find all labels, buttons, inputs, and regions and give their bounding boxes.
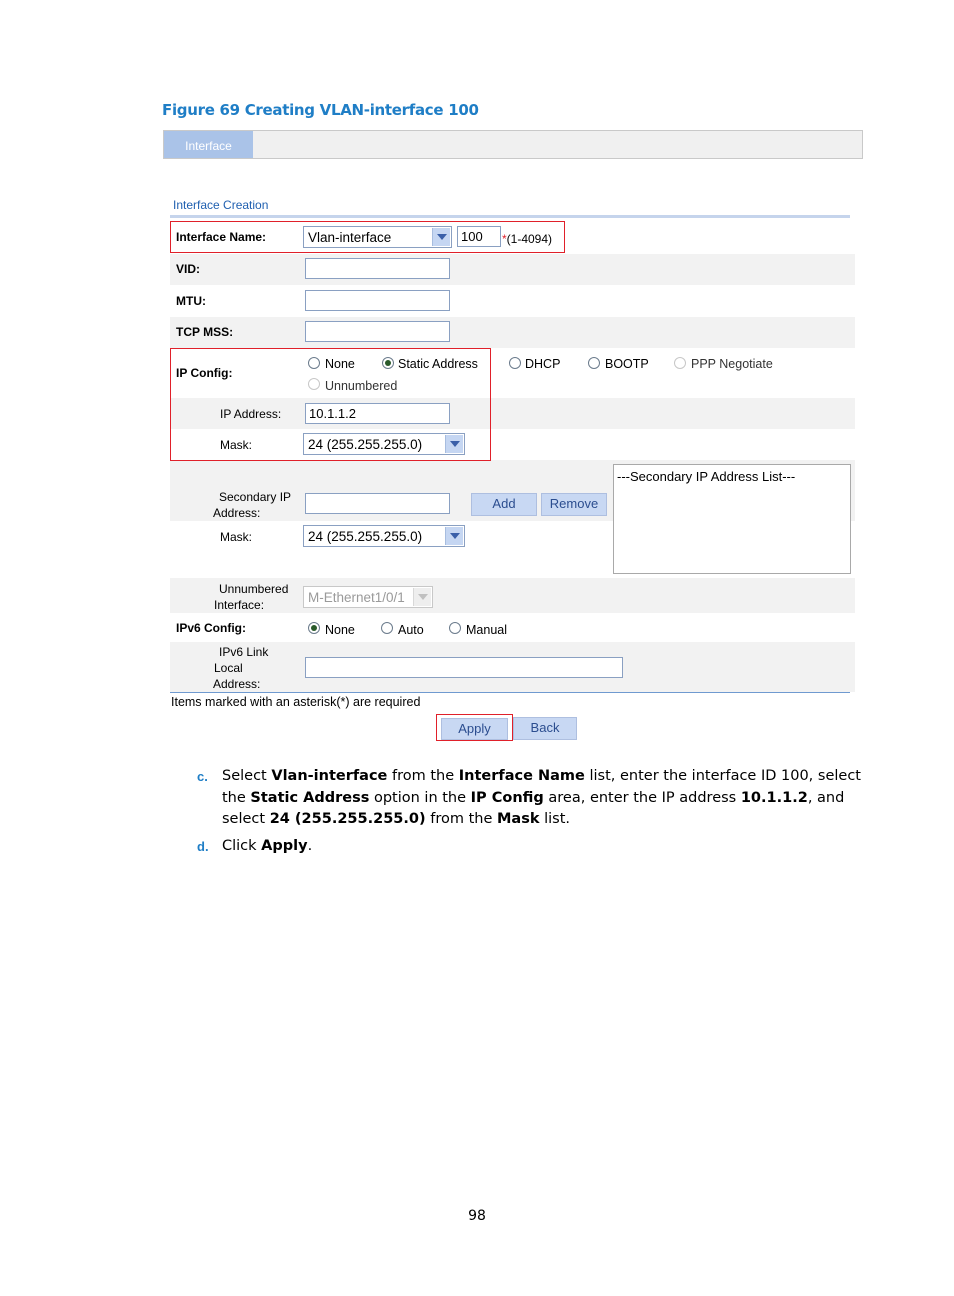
mtu-input[interactable] — [305, 290, 450, 311]
step-d-letter: d. — [197, 839, 209, 854]
step-bold-text: Vlan-interface — [271, 768, 388, 784]
secondary-ip-label-line1: Secondary IP — [219, 490, 292, 504]
add-button[interactable]: Add — [471, 493, 537, 516]
secondary-mask-label: Mask: — [220, 530, 253, 544]
mtu-label: MTU: — [176, 294, 206, 308]
step-c-letter: c. — [197, 769, 208, 784]
ipv6-auto-label: Auto — [398, 623, 424, 637]
secondary-ip-list-header: ---Secondary IP Address List--- — [617, 469, 796, 484]
ip-config-dhcp-radio[interactable] — [509, 357, 521, 369]
step-text: Click — [222, 838, 262, 854]
tcp-mss-label: TCP MSS: — [176, 325, 234, 339]
step-bold-text: 24 (255.255.255.0) — [269, 811, 426, 827]
ipv6-manual-label: Manual — [466, 623, 507, 637]
secondary-ip-label-line2: Address: — [213, 506, 261, 520]
step-text: from the — [425, 811, 497, 827]
step-text: list. — [539, 811, 570, 827]
step-bold-text: Interface Name — [458, 768, 585, 784]
required-star: * — [502, 232, 507, 246]
chevron-down-icon — [445, 527, 463, 545]
tab-bar — [163, 130, 863, 159]
highlight-interface-name — [170, 221, 565, 253]
secondary-mask-select[interactable] — [303, 525, 465, 547]
ip-config-bootp-radio[interactable] — [588, 357, 600, 369]
remove-button[interactable]: Remove — [541, 493, 607, 516]
secondary-ip-list[interactable] — [613, 464, 851, 574]
tab-interface[interactable]: Interface — [164, 131, 253, 158]
ip-config-dhcp-label: DHCP — [525, 357, 561, 371]
unnumbered-label-line1: Unnumbered — [219, 582, 289, 596]
step-d-text — [222, 836, 872, 858]
row-bg-vid — [170, 254, 855, 285]
form-bottom-divider — [170, 692, 850, 693]
ip-config-label: IP Config: — [176, 366, 233, 380]
interface-name-value: Vlan-interface — [308, 230, 392, 245]
vid-label: VID: — [176, 262, 200, 276]
ipv6-link-local-label-line3: Address: — [213, 677, 261, 691]
highlight-ip-config — [170, 348, 491, 461]
step-text: area, enter the IP address — [543, 789, 741, 806]
step-text: Select — [222, 768, 272, 784]
section-title: Interface Creation — [173, 198, 269, 212]
ipv6-link-local-input[interactable] — [305, 657, 623, 678]
ip-address-label: IP Address: — [220, 407, 282, 421]
section-divider — [170, 215, 850, 218]
ip-config-none-label: None — [325, 357, 355, 371]
ipv6-none-label: None — [325, 623, 355, 637]
chevron-down-icon — [413, 588, 431, 606]
ipv6-link-local-label-line1: IPv6 Link — [219, 645, 269, 659]
secondary-mask-value: 24 (255.255.255.0) — [308, 529, 423, 544]
ip-address-input[interactable]: 10.1.1.2 — [305, 403, 450, 424]
ip-config-ppp-radio[interactable] — [674, 357, 686, 369]
ipv6-auto-radio[interactable] — [381, 622, 393, 634]
step-c-text — [222, 766, 872, 831]
row-bg-tcp-mss — [170, 317, 855, 348]
interface-name-label: Interface Name: — [176, 230, 267, 244]
highlight-apply — [436, 714, 513, 741]
unnumbered-interface-select[interactable] — [303, 586, 433, 608]
required-note: Items marked with an asterisk(*) are required — [171, 695, 421, 709]
ip-config-bootp-label: BOOTP — [605, 357, 649, 371]
interface-id-input[interactable]: 100 — [457, 226, 501, 247]
mask-label: Mask: — [220, 438, 253, 452]
step-bold-text: Static Address — [250, 789, 370, 806]
page-number: 98 — [468, 1208, 486, 1224]
step-bold-text: Mask — [496, 811, 540, 827]
step-text: . — [307, 838, 313, 854]
back-button[interactable]: Back — [513, 717, 577, 740]
step-text: , and select — [222, 789, 845, 827]
vid-input[interactable] — [305, 258, 450, 279]
ip-config-unnumbered-label: Unnumbered — [325, 379, 398, 393]
ipv6-config-label: IPv6 Config: — [176, 621, 247, 635]
interface-id-range: (1-4094) — [506, 232, 553, 246]
secondary-ip-input[interactable] — [305, 493, 450, 514]
ipv6-none-radio[interactable] — [308, 622, 320, 634]
step-text: from the — [387, 768, 459, 784]
step-bold-text: Apply — [261, 838, 308, 854]
step-text: option in the — [369, 789, 471, 806]
mask-value: 24 (255.255.255.0) — [308, 437, 423, 452]
step-bold-text: IP Config — [470, 789, 544, 806]
ipv6-manual-radio[interactable] — [449, 622, 461, 634]
figure-title: Figure 69 Creating VLAN-interface 100 — [162, 101, 479, 119]
apply-button[interactable]: Apply — [441, 718, 508, 740]
step-bold-text: 10.1.1.2 — [740, 789, 808, 806]
unnumbered-interface-value: M-Ethernet1/0/1 — [308, 590, 405, 605]
step-text: list, enter the interface ID 100, select the — [222, 768, 861, 806]
ip-config-ppp-label: PPP Negotiate — [691, 357, 773, 371]
ip-config-static-label: Static Address — [398, 357, 478, 371]
unnumbered-label-line2: Interface: — [214, 598, 265, 612]
tcp-mss-input[interactable] — [305, 321, 450, 342]
ipv6-link-local-label-line2: Local — [214, 661, 243, 675]
